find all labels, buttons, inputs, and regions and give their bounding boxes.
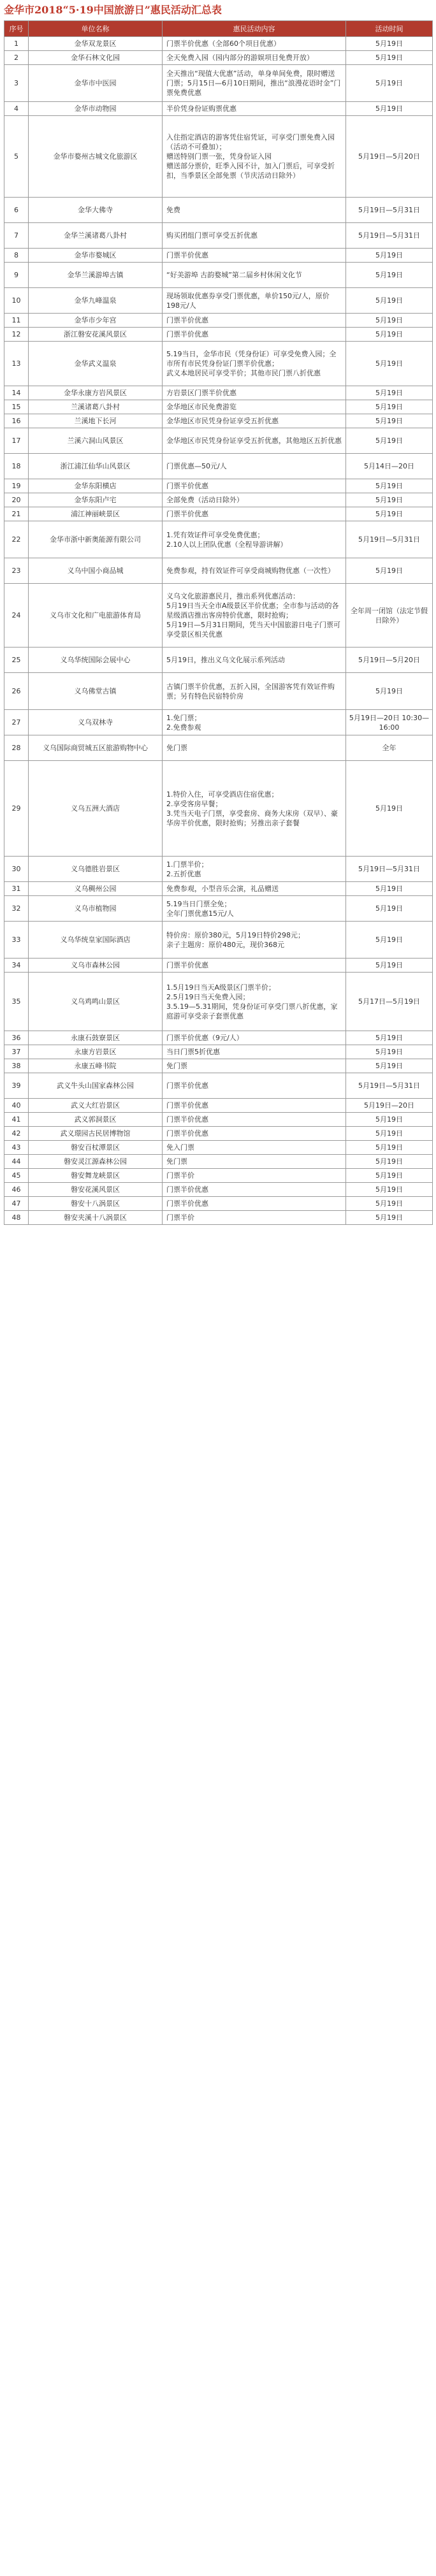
row-number: 17 bbox=[4, 428, 29, 454]
row-activity-time: 5月19日 bbox=[346, 249, 433, 263]
row-activity-time: 5月19日 bbox=[346, 263, 433, 288]
row-unit-name: 兰溪六洞山风景区 bbox=[29, 428, 163, 454]
table-row bbox=[4, 1211, 433, 1225]
table-row bbox=[4, 973, 433, 1031]
header-time: 活动时间 bbox=[346, 21, 433, 37]
row-number: 7 bbox=[4, 223, 29, 249]
row-number: 9 bbox=[4, 263, 29, 288]
table-row bbox=[4, 65, 433, 102]
row-number: 28 bbox=[4, 735, 29, 761]
row-unit-name: 金华市浙中新奥能源有限公司 bbox=[29, 521, 163, 558]
row-number: 44 bbox=[4, 1155, 29, 1169]
row-activity-time: 5月19日 bbox=[346, 102, 433, 116]
row-number: 12 bbox=[4, 328, 29, 342]
row-activity-time: 5月19日 bbox=[346, 65, 433, 102]
table-row bbox=[4, 1141, 433, 1155]
row-activity-content: 门票半价优惠 bbox=[163, 1183, 346, 1197]
table-row bbox=[4, 1031, 433, 1045]
row-activity-time: 5月19日 bbox=[346, 51, 433, 65]
table-row bbox=[4, 857, 433, 882]
row-number: 8 bbox=[4, 249, 29, 263]
row-activity-content: 古镇门票半价优惠，五折入园，全国游客凭有效证件购票；另有特色民宿特价房 bbox=[163, 673, 346, 710]
row-number: 31 bbox=[4, 882, 29, 896]
row-number: 11 bbox=[4, 314, 29, 328]
row-unit-name: 金华石林文化园 bbox=[29, 51, 163, 65]
row-activity-content: 1.免门票； 2.免费参观 bbox=[163, 710, 346, 735]
row-activity-time: 5月19日 bbox=[346, 1211, 433, 1225]
row-activity-content: 门票半价优惠（全部60个项目优惠） bbox=[163, 37, 346, 51]
table-row bbox=[4, 37, 433, 51]
row-number: 22 bbox=[4, 521, 29, 558]
row-unit-name: 义乌中国小商品城 bbox=[29, 558, 163, 584]
row-activity-content: 门票半价优惠（9元/人） bbox=[163, 1031, 346, 1045]
row-unit-name: 义乌稠州公园 bbox=[29, 882, 163, 896]
row-unit-name: 金华九峰温泉 bbox=[29, 288, 163, 314]
row-unit-name: 义乌市植物园 bbox=[29, 896, 163, 922]
row-number: 20 bbox=[4, 493, 29, 507]
row-number: 21 bbox=[4, 507, 29, 521]
table-row bbox=[4, 1183, 433, 1197]
table-row bbox=[4, 102, 433, 116]
row-activity-time: 5月19日—5月20日 bbox=[346, 116, 433, 198]
row-activity-content: “好美游埠 古韵婺城”第二届乡村休闲文化节 bbox=[163, 263, 346, 288]
table-row bbox=[4, 1059, 433, 1073]
row-number: 47 bbox=[4, 1197, 29, 1211]
row-activity-time: 5月19日 bbox=[346, 1031, 433, 1045]
row-activity-content: 方岩景区门票半价优惠 bbox=[163, 386, 346, 400]
table-row bbox=[4, 314, 433, 328]
table-row bbox=[4, 896, 433, 922]
row-activity-time: 5月19日 bbox=[346, 882, 433, 896]
row-unit-name: 磐安舞龙峡景区 bbox=[29, 1169, 163, 1183]
row-unit-name: 金华市婺州古城文化旅游区 bbox=[29, 116, 163, 198]
row-activity-content: 购买团组门票可享受五折优惠 bbox=[163, 223, 346, 249]
table-row bbox=[4, 648, 433, 673]
table-body bbox=[4, 37, 433, 1225]
row-activity-content: 门票半价优惠 bbox=[163, 1099, 346, 1113]
row-activity-time: 5月19日 bbox=[346, 428, 433, 454]
row-activity-time: 5月19日 bbox=[346, 1169, 433, 1183]
row-unit-name: 金华市动物园 bbox=[29, 102, 163, 116]
row-unit-name: 金华市婺城区 bbox=[29, 249, 163, 263]
table-row bbox=[4, 735, 433, 761]
table-row bbox=[4, 507, 433, 521]
row-activity-time: 5月19日 bbox=[346, 1113, 433, 1127]
table-row bbox=[4, 198, 433, 223]
row-unit-name: 金华双龙景区 bbox=[29, 37, 163, 51]
row-number: 14 bbox=[4, 386, 29, 400]
row-number: 13 bbox=[4, 342, 29, 386]
row-activity-time: 5月19日 bbox=[346, 1059, 433, 1073]
row-activity-time: 5月14日—20日 bbox=[346, 454, 433, 479]
row-activity-time: 全年 bbox=[346, 735, 433, 761]
table-row bbox=[4, 1155, 433, 1169]
row-unit-name: 金华东阳卢宅 bbox=[29, 493, 163, 507]
row-activity-time: 5月19日 bbox=[346, 37, 433, 51]
row-activity-content: 免门票 bbox=[163, 735, 346, 761]
row-number: 27 bbox=[4, 710, 29, 735]
table-row bbox=[4, 51, 433, 65]
row-number: 36 bbox=[4, 1031, 29, 1045]
row-activity-time: 5月19日 bbox=[346, 414, 433, 428]
row-unit-name: 金华市中医园 bbox=[29, 65, 163, 102]
row-unit-name: 义乌德胜岩景区 bbox=[29, 857, 163, 882]
row-number: 18 bbox=[4, 454, 29, 479]
row-unit-name: 浦江神丽峡景区 bbox=[29, 507, 163, 521]
table-row bbox=[4, 521, 433, 558]
row-number: 15 bbox=[4, 400, 29, 414]
row-activity-time: 5月19日 bbox=[346, 493, 433, 507]
table-row bbox=[4, 288, 433, 314]
row-activity-time: 5月19日 bbox=[346, 673, 433, 710]
row-unit-name: 义乌佛堂古镇 bbox=[29, 673, 163, 710]
row-activity-content: 全天推出“现值大优惠”活动，单身单间免费，限时赠送门票；5月15日—6月10日期间，推出“浪漫花语时金”门票免费优惠 bbox=[163, 65, 346, 102]
row-activity-time: 5月19日—5月31日 bbox=[346, 1073, 433, 1099]
row-unit-name: 永康石鼓寮景区 bbox=[29, 1031, 163, 1045]
row-activity-time: 5月19日 bbox=[346, 314, 433, 328]
row-number: 32 bbox=[4, 896, 29, 922]
row-activity-content: 特价房：原价380元，5月19日特价298元； 亲子主题房：原价480元，现价368元 bbox=[163, 922, 346, 959]
row-number: 16 bbox=[4, 414, 29, 428]
row-activity-content: 门票半价优惠 bbox=[163, 507, 346, 521]
row-activity-content: 免费 bbox=[163, 198, 346, 223]
row-activity-content: 义乌文化旅游惠民月，推出系列优惠活动： 5月19日当天全市A级景区半价优惠；全市参与活动的各星级酒店推出客房特价优惠，限时抢购； 5月19日—5月31日期间，凭当天中国旅游日电子门票可享受景区相关优惠 bbox=[163, 584, 346, 648]
table-row bbox=[4, 400, 433, 414]
row-activity-time: 全年周一闭馆（法定节假日除外） bbox=[346, 584, 433, 648]
row-activity-time: 5月19日 bbox=[346, 896, 433, 922]
row-activity-time: 5月19日 bbox=[346, 342, 433, 386]
row-unit-name: 武义大红岩景区 bbox=[29, 1099, 163, 1113]
row-unit-name: 金华兰溪游埠古镇 bbox=[29, 263, 163, 288]
row-activity-time: 5月19日—5月31日 bbox=[346, 857, 433, 882]
row-activity-content: 当日门票5折优惠 bbox=[163, 1045, 346, 1059]
row-unit-name: 武义郭洞景区 bbox=[29, 1113, 163, 1127]
row-activity-time: 5月19日 bbox=[346, 1183, 433, 1197]
row-unit-name: 磐安花溪风景区 bbox=[29, 1183, 163, 1197]
row-activity-time: 5月19日 bbox=[346, 1127, 433, 1141]
row-activity-content: 门票半价 bbox=[163, 1211, 346, 1225]
table-row bbox=[4, 882, 433, 896]
row-activity-time: 5月19日 bbox=[346, 328, 433, 342]
row-unit-name: 兰溪诸葛八卦村 bbox=[29, 400, 163, 414]
row-number: 48 bbox=[4, 1211, 29, 1225]
row-unit-name: 义乌市文化和广电旅游体育局 bbox=[29, 584, 163, 648]
row-number: 42 bbox=[4, 1127, 29, 1141]
row-unit-name: 金华永康方岩风景区 bbox=[29, 386, 163, 400]
table-header-row bbox=[4, 21, 433, 37]
row-unit-name: 武义璟园古民居博物馆 bbox=[29, 1127, 163, 1141]
row-number: 4 bbox=[4, 102, 29, 116]
row-activity-content: 5月19日，推出义乌文化展示系列活动 bbox=[163, 648, 346, 673]
row-activity-time: 5月19日—5月20日 bbox=[346, 648, 433, 673]
header-name: 单位名称 bbox=[29, 21, 163, 37]
table-row bbox=[4, 116, 433, 198]
row-activity-content: 金华地区市民凭身份证享受五折优惠，其他地区五折优惠 bbox=[163, 428, 346, 454]
row-unit-name: 永康方岩景区 bbox=[29, 1045, 163, 1059]
table-row bbox=[4, 584, 433, 648]
table-row bbox=[4, 1113, 433, 1127]
table-row bbox=[4, 479, 433, 493]
row-activity-time: 5月19日—20日 bbox=[346, 1099, 433, 1113]
row-activity-time: 5月19日 bbox=[346, 386, 433, 400]
row-number: 37 bbox=[4, 1045, 29, 1059]
table-row bbox=[4, 710, 433, 735]
row-activity-content: 免门票 bbox=[163, 1155, 346, 1169]
row-activity-content: 门票半价优惠 bbox=[163, 249, 346, 263]
row-unit-name: 金华市少年宫 bbox=[29, 314, 163, 328]
row-activity-time: 5月19日 bbox=[346, 288, 433, 314]
row-activity-time: 5月19日 bbox=[346, 1045, 433, 1059]
row-activity-content: 门票半价优惠 bbox=[163, 479, 346, 493]
header-content: 惠民活动内容 bbox=[163, 21, 346, 37]
row-activity-time: 5月19日 bbox=[346, 1141, 433, 1155]
row-activity-time: 5月17日—5月19日 bbox=[346, 973, 433, 1031]
row-activity-time: 5月19日 bbox=[346, 400, 433, 414]
row-number: 1 bbox=[4, 37, 29, 51]
row-unit-name: 金华东阳横店 bbox=[29, 479, 163, 493]
table-row bbox=[4, 761, 433, 857]
table-row bbox=[4, 1099, 433, 1113]
row-activity-content: 门票半价优惠 bbox=[163, 328, 346, 342]
row-unit-name: 义乌华统皇家国际酒店 bbox=[29, 922, 163, 959]
row-activity-content: 门票半价优惠 bbox=[163, 959, 346, 973]
row-activity-content: 门票半价优惠 bbox=[163, 1073, 346, 1099]
row-number: 19 bbox=[4, 479, 29, 493]
row-unit-name: 武义牛头山国家森林公园 bbox=[29, 1073, 163, 1099]
row-activity-content: 门票半价 bbox=[163, 1169, 346, 1183]
row-number: 35 bbox=[4, 973, 29, 1031]
row-number: 43 bbox=[4, 1141, 29, 1155]
row-activity-content: 金华地区市民免费游览 bbox=[163, 400, 346, 414]
row-number: 10 bbox=[4, 288, 29, 314]
row-number: 26 bbox=[4, 673, 29, 710]
row-activity-time: 5月19日 bbox=[346, 1155, 433, 1169]
row-unit-name: 磐安百杖潭景区 bbox=[29, 1141, 163, 1155]
row-number: 41 bbox=[4, 1113, 29, 1127]
row-activity-content: 门票半价优惠 bbox=[163, 1197, 346, 1211]
row-unit-name: 兰溪地下长河 bbox=[29, 414, 163, 428]
table-row bbox=[4, 263, 433, 288]
table-row bbox=[4, 1073, 433, 1099]
row-number: 25 bbox=[4, 648, 29, 673]
header-no: 序号 bbox=[4, 21, 29, 37]
row-activity-time: 5月19日 bbox=[346, 507, 433, 521]
row-activity-content: 免费参观，持有效证件可享受商城购物优惠（一次性） bbox=[163, 558, 346, 584]
row-number: 30 bbox=[4, 857, 29, 882]
row-number: 24 bbox=[4, 584, 29, 648]
row-number: 2 bbox=[4, 51, 29, 65]
row-activity-content: 5.19当日，金华市民（凭身份证）可享受免费入园；全市所有市民凭身份证门票半价优惠； 武义本地居民可享受半价；其他市民门票八折优惠 bbox=[163, 342, 346, 386]
table-row bbox=[4, 558, 433, 584]
row-unit-name: 义乌华统国际会展中心 bbox=[29, 648, 163, 673]
row-number: 39 bbox=[4, 1073, 29, 1099]
row-activity-content: 门票半价优惠 bbox=[163, 1113, 346, 1127]
row-activity-content: 门票半价优惠 bbox=[163, 314, 346, 328]
row-activity-content: 1.门票半价； 2.五折优惠 bbox=[163, 857, 346, 882]
row-unit-name: 金华大佛寺 bbox=[29, 198, 163, 223]
row-number: 3 bbox=[4, 65, 29, 102]
row-number: 34 bbox=[4, 959, 29, 973]
table-row bbox=[4, 922, 433, 959]
table-row bbox=[4, 493, 433, 507]
row-unit-name: 磐安夹溪十八涡景区 bbox=[29, 1211, 163, 1225]
table-row bbox=[4, 454, 433, 479]
row-number: 29 bbox=[4, 761, 29, 857]
row-activity-content: 全天免费入园（园内部分的游娱项目免费开放） bbox=[163, 51, 346, 65]
row-activity-time: 5月19日—5月31日 bbox=[346, 198, 433, 223]
row-activity-content: 门票优惠—50元/人 bbox=[163, 454, 346, 479]
row-unit-name: 浙江浦江仙华山风景区 bbox=[29, 454, 163, 479]
row-activity-content: 1.5月19日当天A级景区门票半价； 2.5月19日当天免费入园； 3.5.19—5.31期间，凭身份证可享受门票八折优惠，家庭游可享受亲子套票优惠 bbox=[163, 973, 346, 1031]
table-row bbox=[4, 428, 433, 454]
table-row bbox=[4, 1127, 433, 1141]
table-row bbox=[4, 1045, 433, 1059]
row-number: 33 bbox=[4, 922, 29, 959]
row-activity-time: 5月19日 bbox=[346, 479, 433, 493]
row-activity-content: 免费参观，小型音乐会演，礼品赠送 bbox=[163, 882, 346, 896]
row-activity-content: 1.凭有效证件可享受免费优惠； 2.10人以上团队优惠（全程导游讲解） bbox=[163, 521, 346, 558]
row-unit-name: 义乌鸡鸣山景区 bbox=[29, 973, 163, 1031]
row-activity-time: 5月19日 bbox=[346, 558, 433, 584]
row-activity-content: 入住指定酒店的游客凭住宿凭证，可享受门票免费入园（活动不可叠加）； 赠送特别门票一张，凭身份证入园 赠送部分票价，旺季入园不计，加入门票后，可享受折扣，当季景区全部免票（节庆活动日除外） bbox=[163, 116, 346, 198]
row-activity-time: 5月19日 bbox=[346, 922, 433, 959]
row-activity-time: 5月19日 bbox=[346, 761, 433, 857]
row-number: 6 bbox=[4, 198, 29, 223]
row-activity-time: 5月19日—5月31日 bbox=[346, 223, 433, 249]
table-row bbox=[4, 414, 433, 428]
row-number: 5 bbox=[4, 116, 29, 198]
table-row bbox=[4, 1169, 433, 1183]
table-row bbox=[4, 328, 433, 342]
row-activity-content: 免门票 bbox=[163, 1059, 346, 1073]
table-row bbox=[4, 223, 433, 249]
page-title: 金华市2018“5·19中国旅游日”惠民活动汇总表 bbox=[4, 4, 222, 16]
row-number: 40 bbox=[4, 1099, 29, 1113]
table-row bbox=[4, 342, 433, 386]
row-unit-name: 金华武义温泉 bbox=[29, 342, 163, 386]
table-row bbox=[4, 1197, 433, 1211]
table-row bbox=[4, 959, 433, 973]
row-activity-time: 5月19日 bbox=[346, 959, 433, 973]
row-unit-name: 磐安十八涡景区 bbox=[29, 1197, 163, 1211]
row-unit-name: 义乌市森林公园 bbox=[29, 959, 163, 973]
row-activity-content: 免入门票 bbox=[163, 1141, 346, 1155]
row-activity-content: 5.19当日门票全免； 全年门票优惠15元/人 bbox=[163, 896, 346, 922]
row-unit-name: 义乌国际商贸城五区旅游购物中心 bbox=[29, 735, 163, 761]
row-activity-content: 门票半价优惠 bbox=[163, 1127, 346, 1141]
row-number: 45 bbox=[4, 1169, 29, 1183]
row-number: 38 bbox=[4, 1059, 29, 1073]
row-activity-time: 5月19日 bbox=[346, 1197, 433, 1211]
row-activity-content: 金华地区市民凭身份证享受五折优惠 bbox=[163, 414, 346, 428]
table-row bbox=[4, 386, 433, 400]
table-row bbox=[4, 673, 433, 710]
table-row bbox=[4, 249, 433, 263]
row-activity-content: 全部免费（活动日除外） bbox=[163, 493, 346, 507]
row-number: 23 bbox=[4, 558, 29, 584]
row-unit-name: 义乌五洲大酒店 bbox=[29, 761, 163, 857]
row-activity-content: 1.特价入住，可享受酒店住宿优惠； 2.享受客房早餐； 3.凭当天电子门票，享受套房、商务大床房（双早）、豪华房半价优惠，限时抢购；另推出亲子套餐 bbox=[163, 761, 346, 857]
row-activity-time: 5月19日—5月31日 bbox=[346, 521, 433, 558]
row-activity-content: 半价凭身份证购票优惠 bbox=[163, 102, 346, 116]
row-number: 46 bbox=[4, 1183, 29, 1197]
row-unit-name: 永康五峰书院 bbox=[29, 1059, 163, 1073]
row-unit-name: 义乌双林寺 bbox=[29, 710, 163, 735]
row-activity-content: 现场领取优惠券享受门票优惠，单价150元/人，原价198元/人 bbox=[163, 288, 346, 314]
row-unit-name: 金华兰溪诸葛八卦村 bbox=[29, 223, 163, 249]
row-unit-name: 磐安灵江源森林公园 bbox=[29, 1155, 163, 1169]
row-activity-time: 5月19日—20日 10:30—16:00 bbox=[346, 710, 433, 735]
activities-table bbox=[4, 20, 433, 1225]
row-unit-name: 浙江磐安花溪风景区 bbox=[29, 328, 163, 342]
